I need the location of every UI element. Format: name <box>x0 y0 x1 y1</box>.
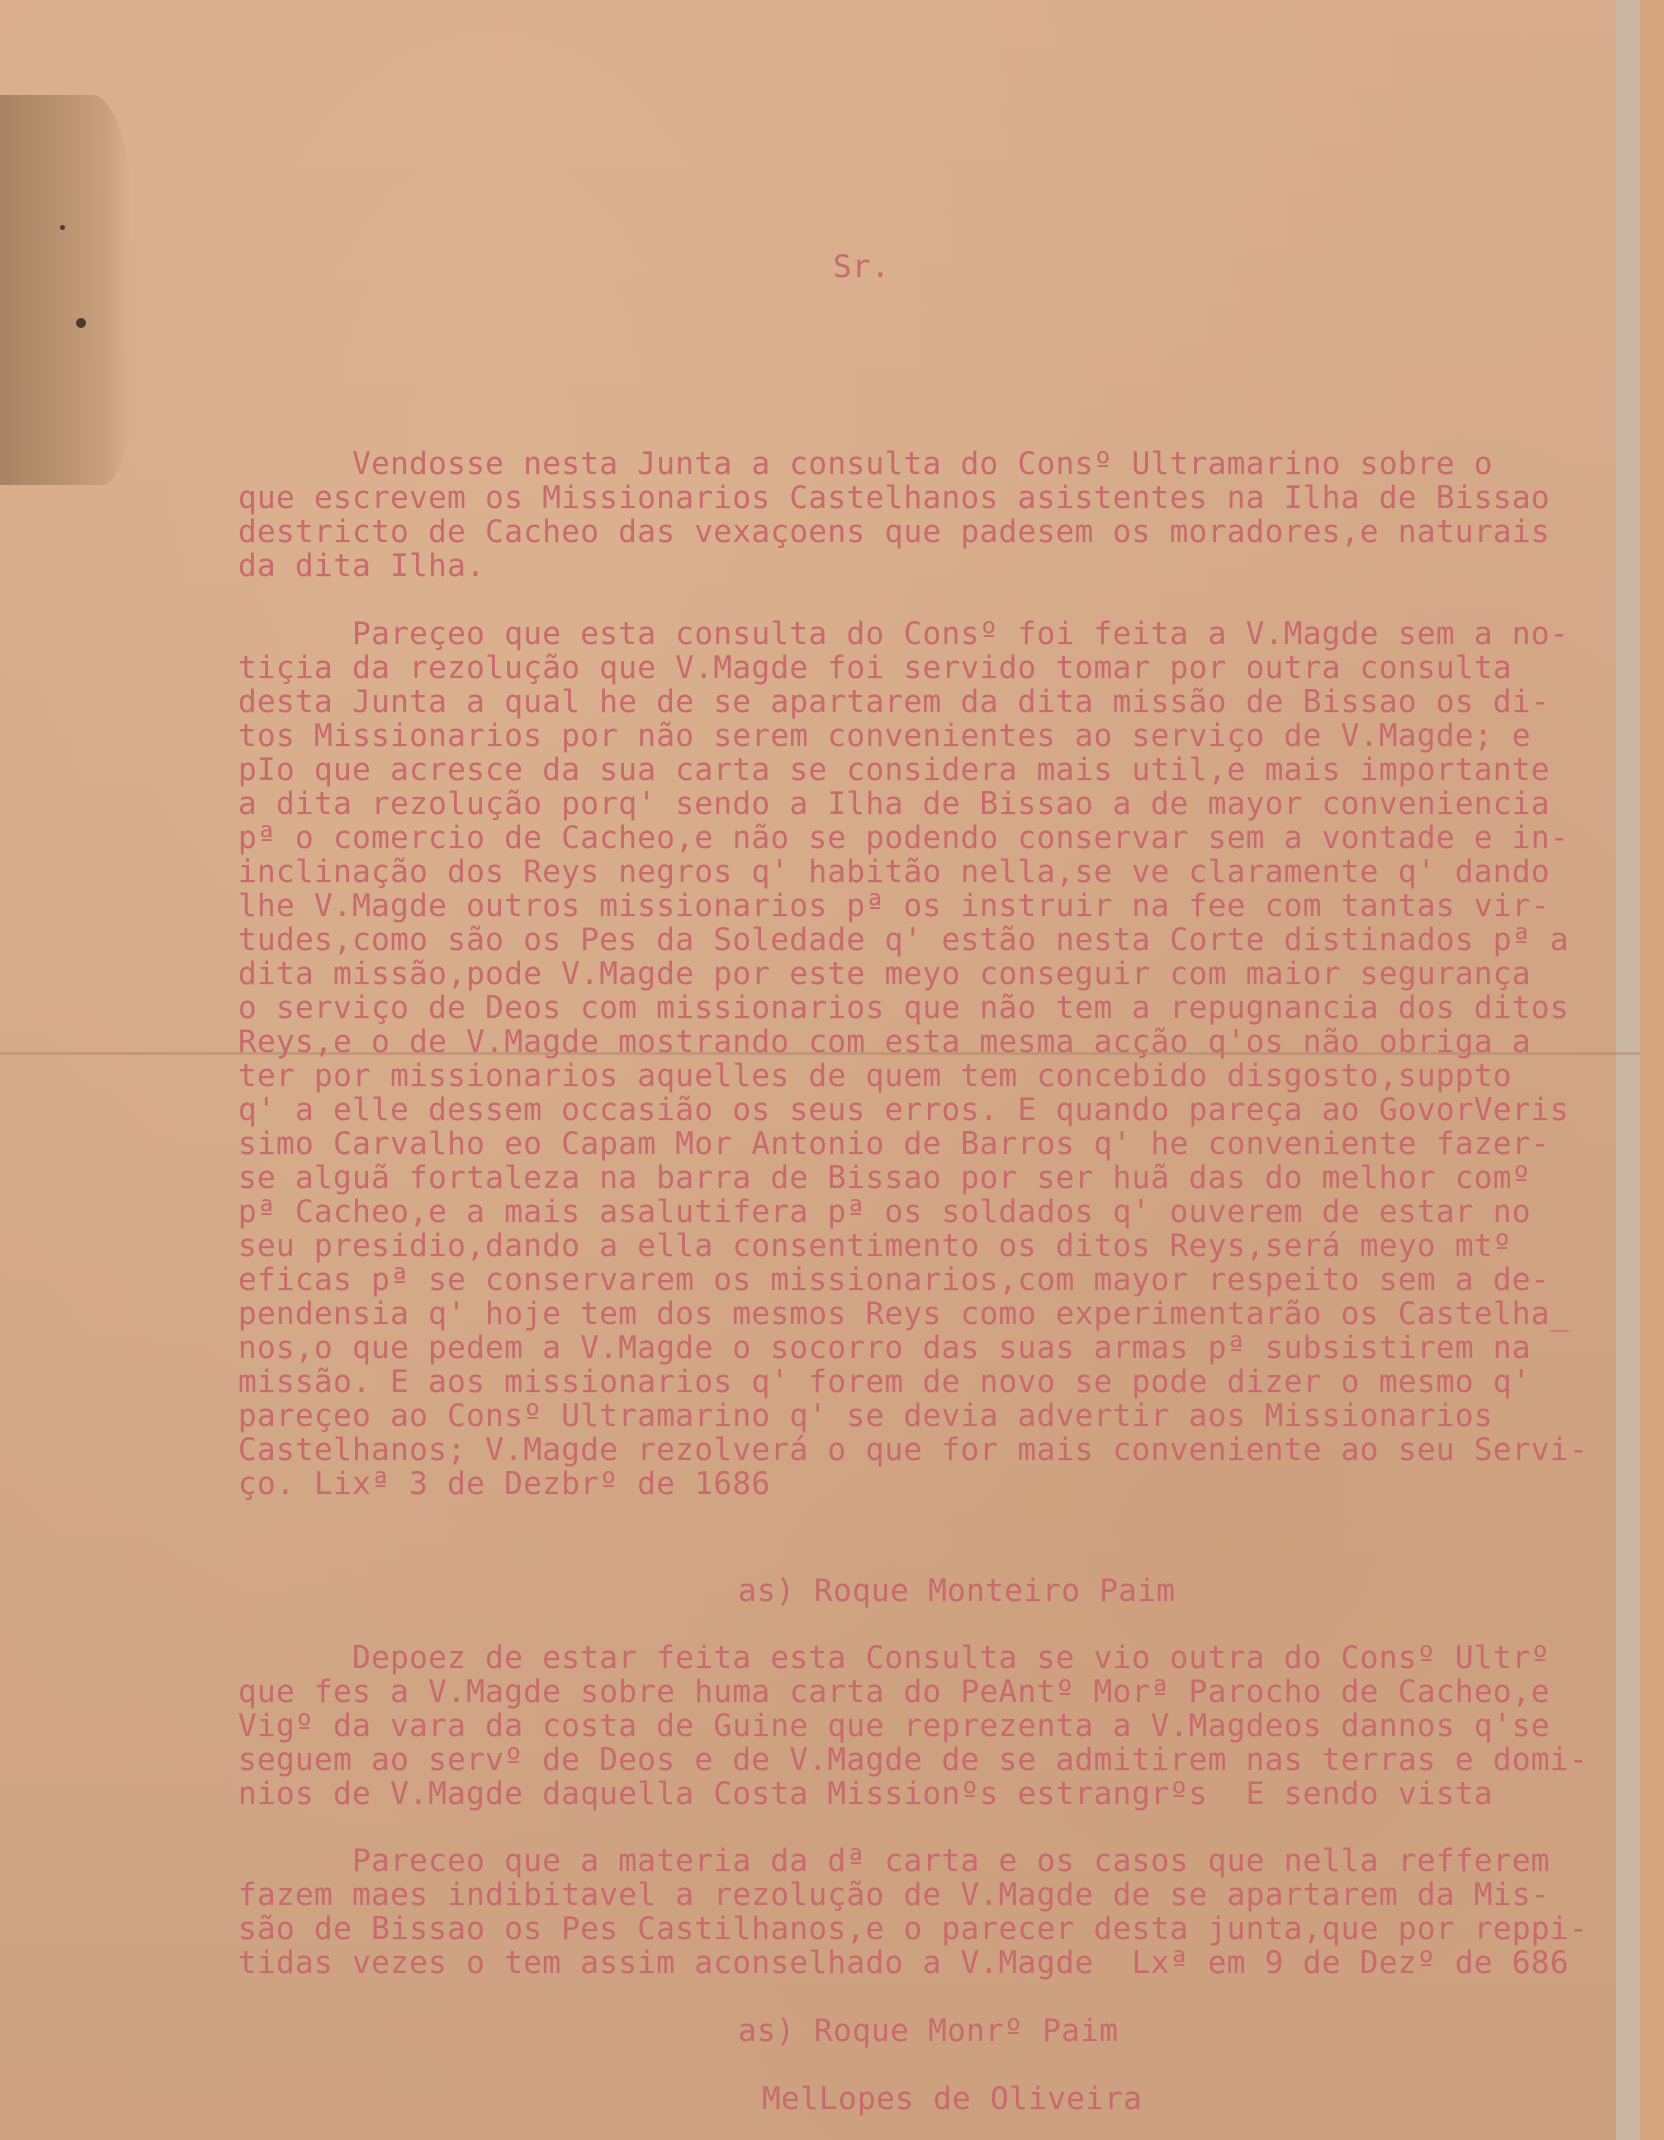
paragraph-consulta: Vendosse nesta Junta a consulta do Consº Ultramarino sobre o que escrevem os Missionarios Castelhanos asistentes na Ilha de Bissao destricto de Cacheo das vexaçoens que padesem os moradores,e naturais da dita Ilha. <box>238 446 1550 584</box>
stain-spot <box>60 225 65 230</box>
salutation: Sr. <box>833 249 891 285</box>
edge-stain <box>0 95 132 485</box>
signature-roque-monteiro-paim: as) Roque Monteiro Paim <box>738 1573 1176 1609</box>
page-edge <box>1616 0 1640 2140</box>
paragraph-pareceo: Pareceo que a materia da dª carta e os casos que nella refferem fazem maes indibitavel a rezolução de V.Magde de se apartarem da Mis- são de Bissao os Pes Castilhanos,e o parecer desta junta,que por reppi- tidas vezes o tem assim aconselhado a V.Magde Lxª em 9 de Dezº de 686 <box>238 1843 1588 1981</box>
signature-lopes-de-oliveira: MelLopes de Oliveira <box>762 2081 1143 2117</box>
signature-roque-monro-paim: as) Roque Monrº Paim <box>738 2013 1119 2049</box>
stain-spot <box>76 318 86 328</box>
paragraph-depoez: Depoez de estar feita esta Consulta se vio outra do Consº Ultrº que fes a V.Magde sobre huma carta do PeAntº Morª Parocho de Cacheo,e Vigº da vara da costa de Guine que reprezenta a V.Magdeos dannos q'se seguem ao servº de Deos e de V.Magde de se admitirem nas terras e domi- nios de V.Magde daquella Costa Missionºs estrangrºs E sendo vista <box>238 1640 1588 1812</box>
paragraph-parecer: Pareçeo que esta consulta do Consº foi feita a V.Magde sem a no- tiçia da rezolução que V.Magde foi servido tomar por outra consulta desta Junta a qual he de se apartarem da dita missão de Bissao os di- tos Missionarios por não serem convenientes ao serviço de V.Magde; e pIo que acresce da sua carta se considera mais util,e mais importante a dita rezolução porq' sendo a Ilha de Bissao a de mayor conveniencia pª o comercio de Cacheo,e não se podendo conservar sem a vontade e in- inclinação dos Reys negros q' habitão nella,se ve claramente q' dando lhe V.Magde outros missionarios pª os instruir na fee com tantas vir- tudes,como são os Pes da Soledade q' estão nesta Corte distinados pª a dita missão,pode V.Magde por este meyo conseguir com maior segurança o serviço de Deos com missionarios que não tem a repugnancia dos ditos Reys,e o de V.Magde mostrando com esta mesma acção q'os não obriga a ter por missionarios aquelles de quem tem concebido disgosto,suppto q' a elle dessem occasião os seus erros. E quando pareça ao GovorVeris simo Carvalho eo Capam Mor Antonio de Barros q' he conveniente fazer- se alguã fortaleza na barra de Bissao por ser huã das do melhor comº pª Cacheo,e a mais asalutifera pª os soldados q' ouverem de estar no seu presidio,dando a ella consentimento os ditos Reys,será meyo mtº eficas pª se conservarem os missionarios,com mayor respeito sem a de- pendensia q' hoje tem dos mesmos Reys como experimentarão os Castelha_ nos,o que pedem a V.Magde o socorro das suas armas pª subsistirem na missão. E aos missionarios q' forem de novo se pode dizer o mesmo q' pareçeo ao Consº Ultramarino q' se devia advertir aos Missionarios Castelhanos; V.Magde rezolverá o que for mais conveniente ao seu Servi- ço. Lixª 3 de Dezbrº de 1686 <box>238 616 1588 1502</box>
